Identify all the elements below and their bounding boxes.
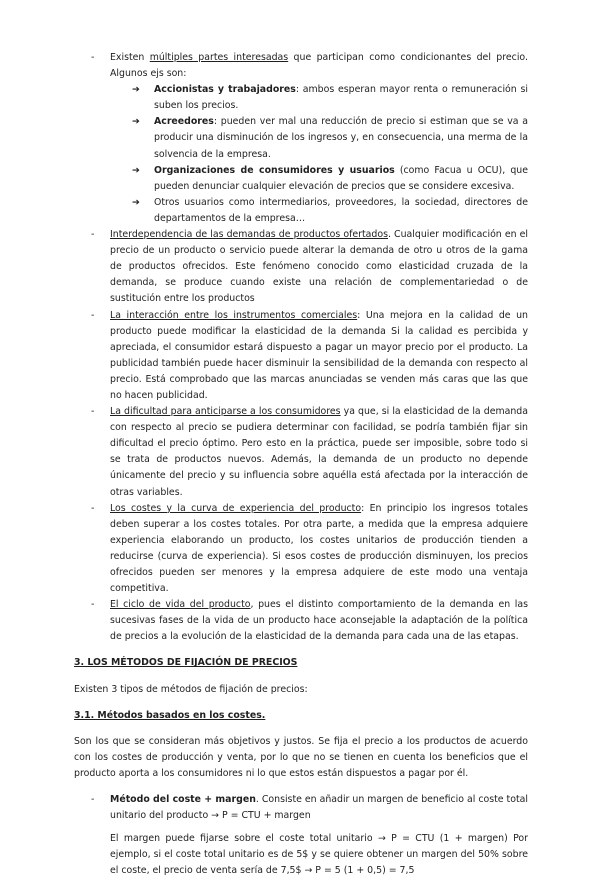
item-text: Existen bbox=[110, 52, 150, 63]
sub-item-bold: Acreedores bbox=[154, 116, 214, 128]
sub-item-text: Otros usuarios como intermediarios, proveedores, la sociedad, directores de departamentos de la empresa… bbox=[154, 196, 528, 224]
item-text: . Cualquier modificación en el precio de un producto o servicio puede alterar la demanda de otro u otros de la gama de productos ofrecidos. Este fenómeno conocido como elasticidad cruzada de la demanda, se produce cuando existe una relación de complementariedad o de sustitución entre los productos bbox=[110, 229, 528, 305]
item-text: . Consiste en añadir un margen de beneficio al coste total unitario del producto → P = CTU + margen bbox=[110, 794, 528, 822]
item-bold: Método del coste + margen bbox=[110, 794, 256, 806]
example-text: El margen puede fijarse sobre el coste total unitario → P = CTU (1 + margen) Por ejemplo, si el coste total unitario es de 5$ y se quiere obtener un margen del 50% sobre el coste, el precio de venta sería de 7,5$ → P = 5 (1 + 0,5) = 7,5 bbox=[110, 833, 528, 877]
item-underlined: Los costes y la curva de experiencia del producto bbox=[110, 502, 362, 514]
item-text: que participan como condicionantes del precio. Algunos ejs son: bbox=[110, 52, 528, 80]
dash-bullet: - bbox=[91, 502, 95, 514]
dash-bullet: - bbox=[91, 52, 95, 63]
item-underlined: Interdependencia de las demandas de productos ofertados bbox=[110, 229, 388, 241]
sub-item-acreedores bbox=[74, 114, 528, 162]
arrow-icon: ➔ bbox=[132, 196, 140, 208]
sub-item-text: : ambos esperan mayor renta o remuneración si suben los precios. bbox=[154, 84, 528, 112]
list-item-stakeholders bbox=[74, 50, 528, 82]
dash-bullet: - bbox=[91, 406, 95, 418]
subsection-paragraph: Son los que se consideran más objetivos y justos. Se fija el precio a los productos de acuerdo con los costes de producción y venta, por lo que no se tienen en cuenta los beneficios que el producto aporta a los consumidores ni lo que estos están dispuestos a pagar por él. bbox=[74, 735, 528, 779]
dash-bullet: - bbox=[91, 794, 95, 806]
sub-item-text: (como Facua u OCU), que pueden denunciar cualquier elevación de precios que se considere excesiva. bbox=[154, 164, 528, 192]
item-text: , pues el distinto comportamiento de la demanda en las sucesivas fases de la vida de un producto hace aconsejable la adaptación de la política de precios a la evolución de la elasticidad de la demanda para cada una de las etapas. bbox=[110, 599, 528, 643]
item-underlined: La dificultad para anticiparse a los consumidores bbox=[110, 406, 341, 418]
sub-item-accionistas bbox=[74, 82, 528, 114]
item-underlined: El ciclo de vida del producto bbox=[110, 599, 251, 611]
arrow-icon: ➔ bbox=[132, 84, 140, 96]
item-text: : Una mejora en la calidad de un producto puede modificar la elasticidad de la demanda Si la calidad es percibida y apreciada, el consumidor estará dispuesto a pagar un mayor precio por el producto. La publicidad también puede hacer disminuir la sensibilidad de la demanda con respecto al precio. Está comprobado que las marcas anunciadas se venden más caras que las que no hacen publicidad. bbox=[110, 309, 528, 401]
dash-bullet: - bbox=[91, 309, 95, 321]
sub-item-organizaciones bbox=[74, 163, 528, 195]
dash-bullet: - bbox=[91, 229, 95, 241]
list-item-interdependencia bbox=[74, 227, 528, 307]
list-item-coste-margen bbox=[74, 792, 528, 824]
section-intro: Existen 3 tipos de métodos de fijación de precios: bbox=[74, 683, 308, 695]
list-item-costes bbox=[74, 501, 528, 598]
section-heading: 3. LOS MÉTODOS DE FIJACIÓN DE PRECIOS bbox=[74, 657, 298, 669]
list-item-interaccion bbox=[74, 308, 528, 405]
arrow-icon: ➔ bbox=[132, 116, 140, 128]
item-underlined: La interacción entre los instrumentos comerciales bbox=[110, 309, 358, 321]
method-example bbox=[74, 831, 528, 879]
item-underlined: múltiples partes interesadas bbox=[149, 52, 289, 63]
list-item-ciclo-vida bbox=[74, 597, 528, 645]
subsection-heading: 3.1. Métodos basados en los costes. bbox=[74, 709, 266, 721]
sub-item-bold: Accionistas y trabajadores bbox=[154, 84, 296, 96]
sub-item-bold: Organizaciones de consumidores y usuarios bbox=[154, 164, 395, 176]
sub-item-text: : pueden ver mal una reducción de precio si estiman que se va a producir una disminución de los ingresos y, en consecuencia, una merma de la solvencia de la empresa. bbox=[154, 116, 528, 160]
list-item-dificultad bbox=[74, 404, 528, 501]
sub-item-otros bbox=[74, 195, 528, 227]
item-text: : En principio los ingresos totales deben superar a los costes totales. Por otra parte, a medida que la empresa adquiere experiencia elaborando un producto, los costes unitarios de producción tienden a reducirse (curva de experiencia). Si esos costes de producción disminuyen, los precios ofrecidos pueden ser menores y la empresa adquiere de este modo una ventaja competitiva. bbox=[110, 502, 528, 595]
arrow-icon: ➔ bbox=[132, 164, 140, 176]
item-text: ya que, si la elasticidad de la demanda con respecto al precio se pudiera determinar con facilidad, se podría también fijar sin dificultad el precio óptimo. Pero esto en la práctica, puede ser imposible, sobre todo si se trata de productos nuevos. Además, la demanda de un producto no depende únicamente del precio y su influencia sobre aquélla está afectada por la interacción de otras variables. bbox=[110, 406, 528, 498]
dash-bullet: - bbox=[91, 599, 95, 611]
